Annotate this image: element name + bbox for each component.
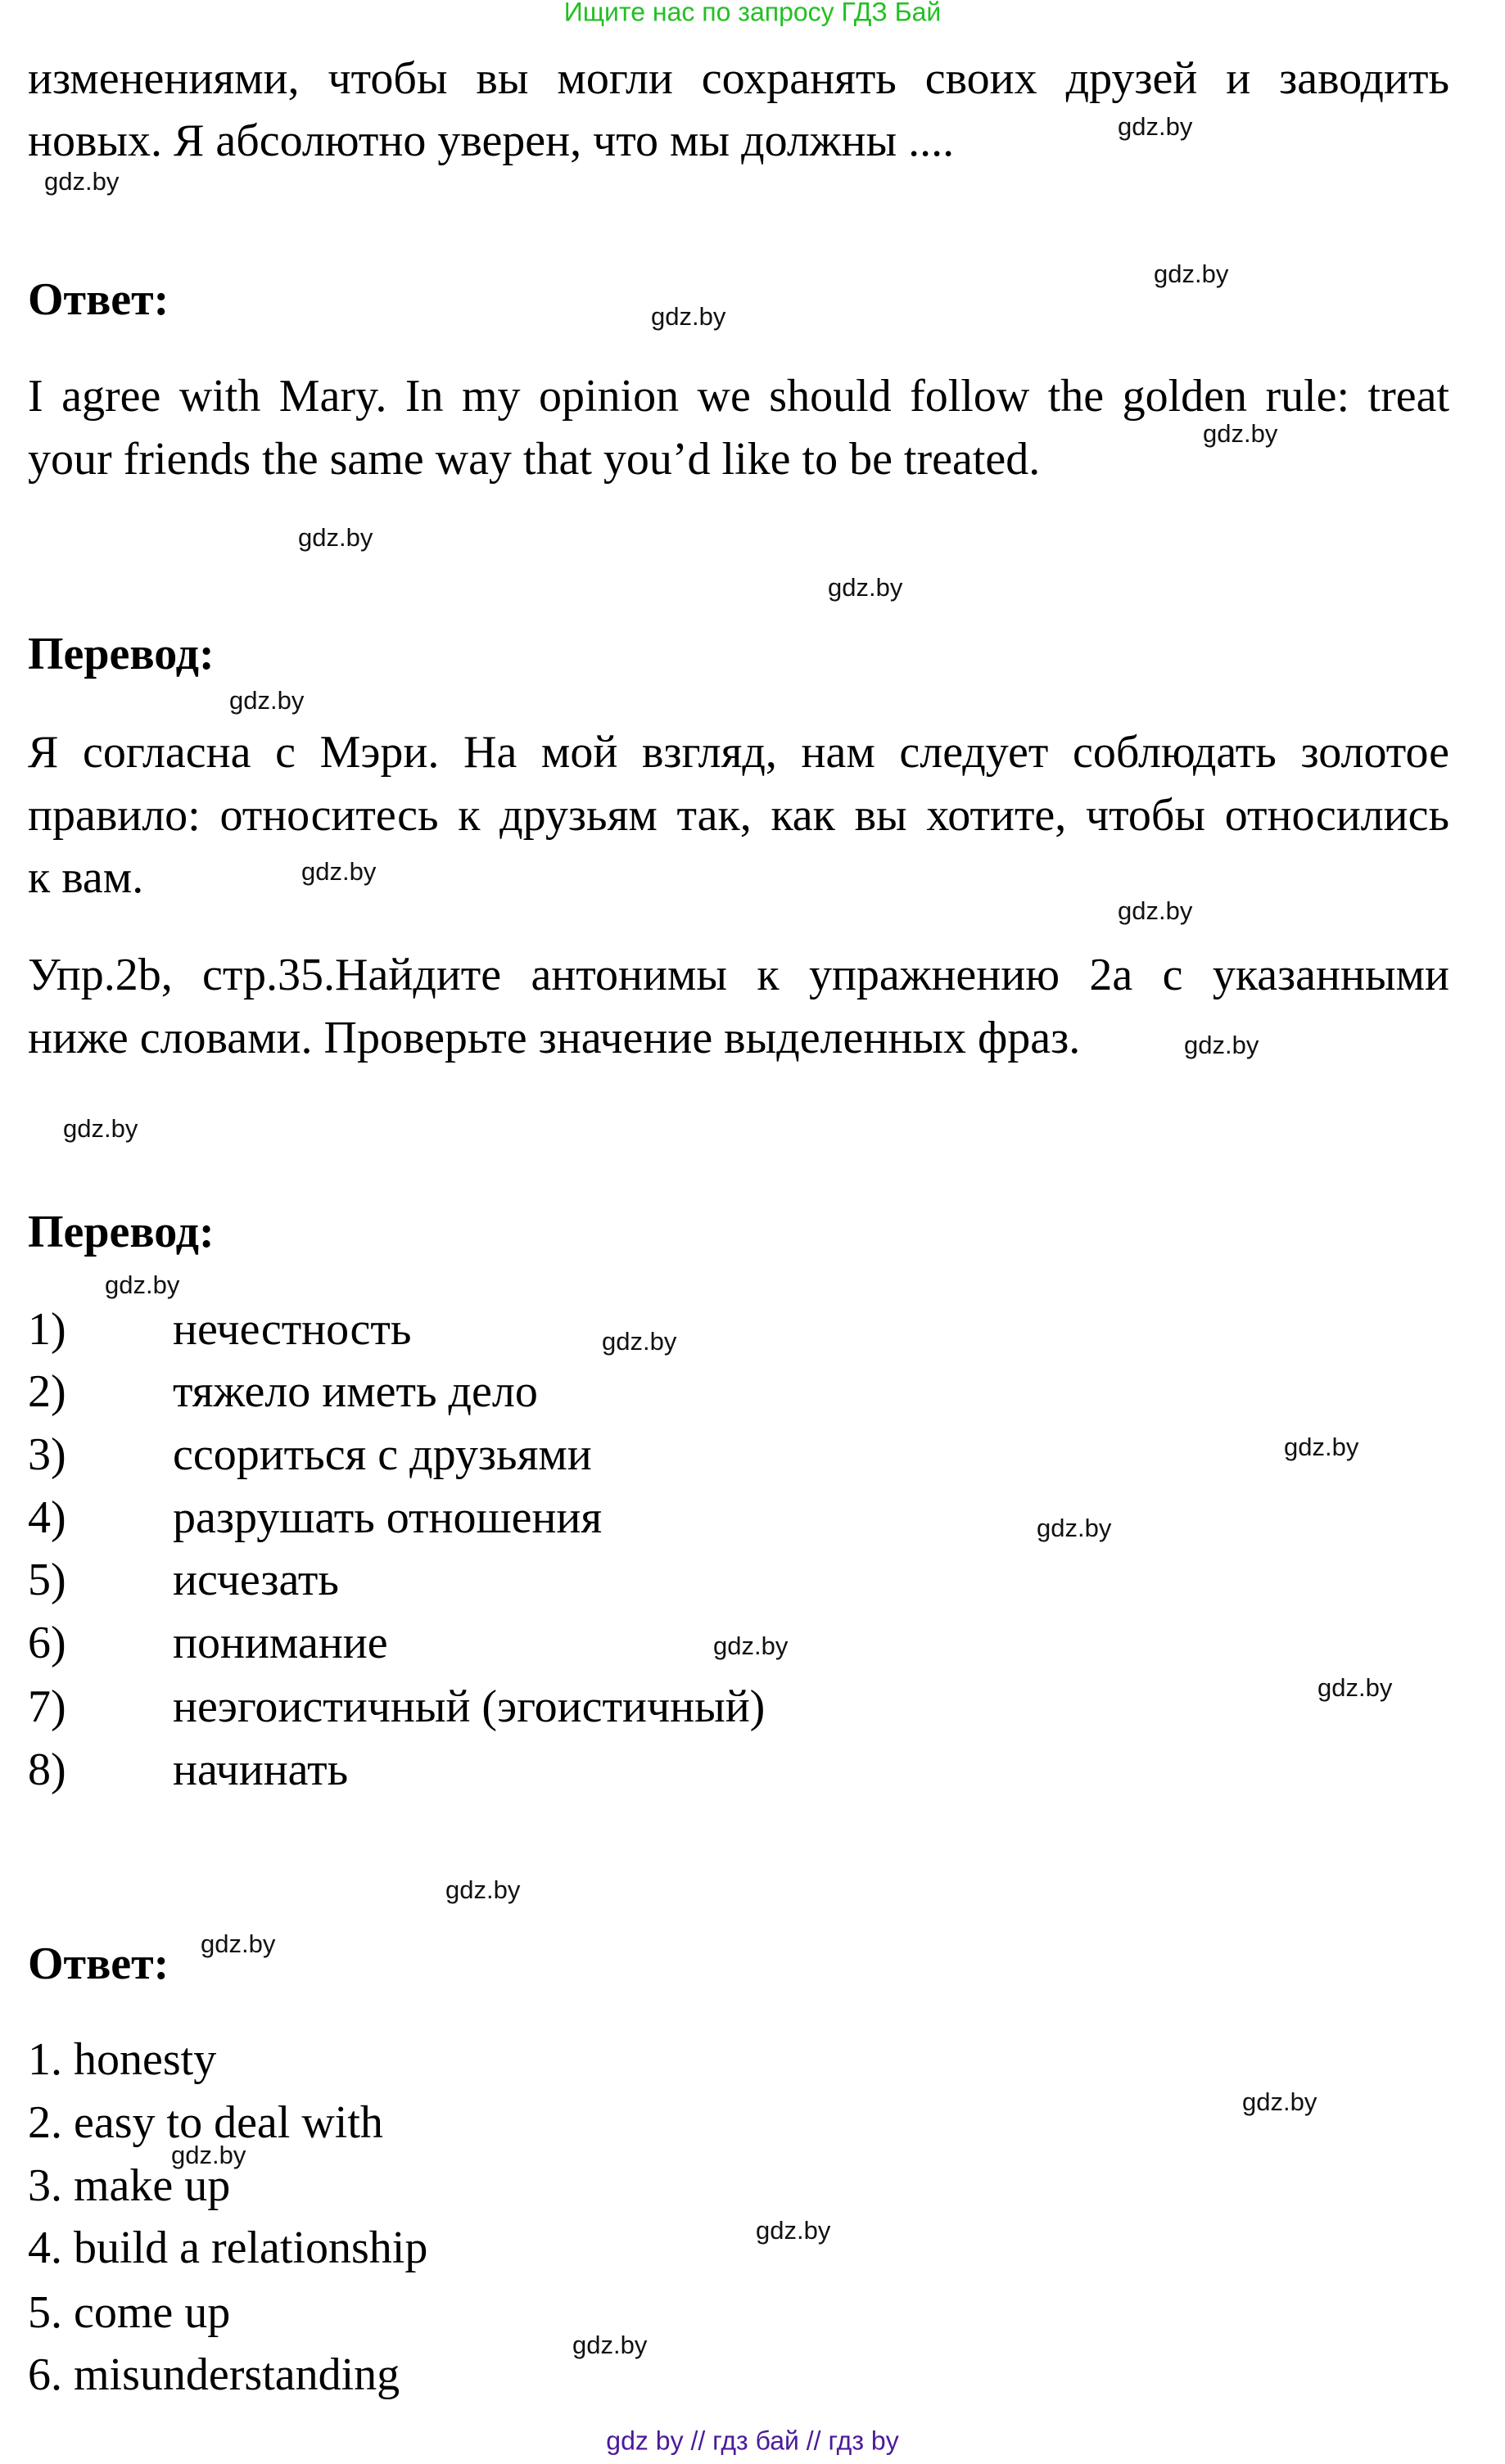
watermark: gdz.by [1184, 1031, 1259, 1060]
answer-item: 5. come up [28, 2286, 231, 2338]
list-number: 3) [28, 1428, 66, 1480]
exercise-line: Упр.2b, стр.35.Найдите антонимы к упражнению 2a с указанными [28, 949, 1449, 1000]
list-number: 6) [28, 1617, 66, 1668]
watermark: gdz.by [713, 1631, 789, 1661]
watermark: gdz.by [301, 857, 377, 887]
translation-heading: Перевод: [28, 1206, 215, 1257]
answer-item: 1. honesty [28, 2033, 217, 2085]
translation-line: к вам. [28, 851, 144, 903]
watermark: gdz.by [651, 302, 726, 332]
intro-line: новых. Я абсолютно уверен, что мы должны .... [28, 115, 955, 166]
list-number: 1) [28, 1303, 66, 1355]
watermark: gdz.by [1118, 112, 1193, 142]
list-item: ссориться с друзьями [173, 1428, 592, 1480]
watermark: gdz.by [828, 573, 903, 602]
list-number: 7) [28, 1681, 66, 1732]
translation-heading: Перевод: [28, 628, 215, 679]
answer-item: 4. build a relationship [28, 2222, 428, 2273]
watermark: gdz.by [1317, 1673, 1393, 1703]
watermark: gdz.by [105, 1270, 180, 1300]
list-number: 4) [28, 1491, 66, 1543]
intro-line: изменениями, чтобы вы могли сохранять своих друзей и заводить [28, 52, 1449, 104]
watermark: gdz.by [1242, 2087, 1317, 2117]
watermark: gdz.by [44, 167, 120, 196]
watermark: gdz.by [171, 2141, 246, 2170]
list-item: исчезать [173, 1554, 339, 1605]
list-item: нечестность [173, 1303, 412, 1355]
list-item: разрушать отношения [173, 1491, 603, 1543]
answer-item: 3. make up [28, 2159, 231, 2211]
list-number: 8) [28, 1744, 66, 1795]
watermark: gdz.by [298, 523, 373, 553]
answer-item: 6. misunderstanding [28, 2349, 400, 2400]
list-number: 5) [28, 1554, 66, 1605]
watermark: gdz.by [572, 2331, 648, 2360]
watermark: gdz.by [1154, 259, 1229, 289]
translation-line: правило: относитесь к друзьям так, как вы хотите, чтобы относились [28, 789, 1449, 841]
list-number: 2) [28, 1365, 66, 1417]
list-item: неэгоистичный (эгоистичный) [173, 1681, 766, 1732]
watermark: gdz.by [1118, 896, 1193, 926]
watermark: gdz.by [445, 1875, 521, 1905]
list-item: тяжело иметь дело [173, 1365, 538, 1417]
list-item: понимание [173, 1617, 388, 1668]
list-item: начинать [173, 1744, 349, 1795]
watermark: gdz.by [602, 1327, 677, 1356]
watermark: gdz.by [201, 1929, 276, 1959]
answer-item: 2. easy to deal with [28, 2096, 383, 2148]
watermark: gdz.by [1284, 1433, 1359, 1462]
footer-links[interactable]: gdz by // гдз бай // гдз by [606, 2426, 899, 2456]
watermark: gdz.by [1203, 419, 1278, 449]
translation-line: Я согласна с Мэри. На мой взгляд, нам следует соблюдать золотое [28, 726, 1449, 778]
search-banner[interactable]: Ищите нас по запросу ГДЗ Бай [563, 0, 942, 27]
exercise-line: ниже словами. Проверьте значение выделенных фраз. [28, 1012, 1081, 1063]
answer-line: your friends the same way that you’d like to be treated. [28, 433, 1041, 485]
watermark: gdz.by [229, 686, 305, 715]
watermark: gdz.by [63, 1114, 138, 1144]
answer-line: I agree with Mary. In my opinion we should follow the golden rule: treat [28, 370, 1449, 422]
answer-heading: Ответ: [28, 1938, 169, 1989]
watermark: gdz.by [1037, 1514, 1112, 1543]
watermark: gdz.by [756, 2216, 831, 2245]
answer-heading: Ответ: [28, 273, 169, 325]
